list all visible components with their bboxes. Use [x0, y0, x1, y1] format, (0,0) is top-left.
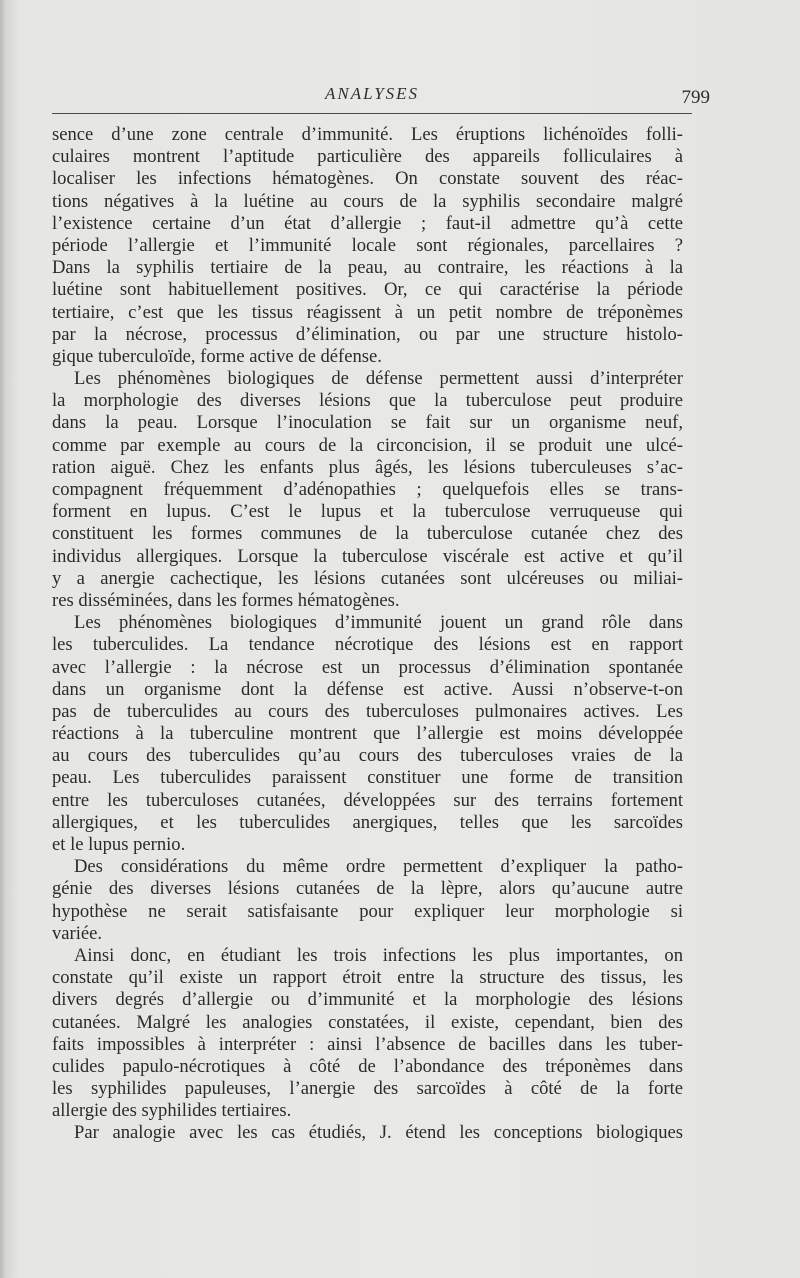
body-text [52, 124, 683, 1145]
header-rule [52, 113, 692, 114]
text-line: allergie des syphilides tertiaires. [52, 1100, 292, 1122]
text-line: tions négatives à la luétine au cours de la syphilis secondaire malgré [52, 190, 683, 212]
text-line: les syphilides papuleuses, l’anergie des sarcoïdes à côté de la forte [52, 1078, 683, 1100]
text-line: compagnent fréquemment d’adénopathies ; quelquefois elles se trans- [52, 479, 683, 500]
text-line: tertiaire, c’est que les tissus réagissent à un petit nombre de tréponèmes [52, 301, 683, 323]
text-line: Les phénomènes biologiques d’immunité jouent un grand rôle dans [74, 612, 683, 634]
text-line: culaires montrent l’aptitude particulière des appareils folliculaires à [52, 146, 683, 168]
text-line: par la nécrose, processus d’élimination, ou par une structure histolo- [52, 323, 683, 345]
text-line: dans la peau. Lorsque l’inoculation se fait sur un organisme neuf, [52, 412, 683, 434]
text-line: avec l’allergie : la nécrose est un processus d’élimination spontanée [52, 656, 683, 678]
text-line: y a anergie cachectique, les lésions cutanées sont ulcéreuses ou miliai- [52, 567, 683, 589]
text-line: dans un organisme dont la défense est active. Aussi n’observe-t-on [52, 678, 683, 700]
text-line: constituent les formes communes de la tuberculose cutanée chez des [52, 523, 683, 545]
text-line: période l’allergie et l’immunité locale sont régionales, parcellaires ? [52, 234, 683, 256]
text-line: peau. Les tuberculides paraissent constituer une forme de transition [52, 767, 683, 789]
text-line: Ainsi donc, en étudiant les trois infections les plus importantes, on [74, 944, 683, 966]
text-line: res disséminées, dans les formes hématogènes. [52, 589, 400, 611]
text-line: ration aiguë. Chez les enfants plus âgés, les lésions tuberculeuses s’ac- [52, 456, 683, 478]
running-title: ANALYSES [324, 84, 420, 103]
text-line: entre les tuberculoses cutanées, développées sur des terrains fortement [52, 789, 683, 811]
text-line: Par analogie avec les cas étudiés, J. étend les conceptions biologiques [74, 1122, 683, 1144]
text-line: la morphologie des diverses lésions que la tuberculose peut produire [52, 390, 683, 412]
page-header [52, 84, 710, 112]
text-line: sence d’une zone centrale d’immunité. Les éruptions lichénoïdes folli- [52, 124, 683, 145]
text-line: Les phénomènes biologiques de défense permettent aussi d’interpréter [74, 368, 683, 390]
text-line: divers degrés d’allergie ou d’immunité et la morphologie des lésions [52, 989, 683, 1011]
text-line: pas de tuberculides au cours des tuberculoses pulmonaires actives. Les [52, 700, 683, 722]
text-line: et le lupus pernio. [52, 834, 186, 855]
text-line: cutanées. Malgré les analogies constatées, il existe, cependant, bien des [52, 1011, 683, 1033]
text-line: Des considérations du même ordre permettent d’expliquer la patho- [74, 856, 683, 878]
text-line: luétine sont habituellement positives. Or, ce qui caractérise la période [52, 279, 683, 301]
text-line: les tuberculides. La tendance nécrotique des lésions est en rapport [52, 634, 683, 656]
text-line: faits impossibles à interpréter : ainsi l’absence de bacilles dans les tuber- [52, 1033, 683, 1055]
text-line: localiser les infections hématogènes. On constate souvent des réac- [52, 168, 683, 190]
text-line: individus allergiques. Lorsque la tuberculose viscérale est active et qu’il [52, 545, 683, 567]
text-line: variée. [52, 922, 103, 944]
text-line: constate qu’il existe un rapport étroit entre la structure des tissus, les [52, 967, 683, 989]
text-line: comme par exemple au cours de la circoncision, il se produit une ulcé- [52, 434, 683, 456]
page-number: 799 [681, 87, 710, 108]
text-line: allergiques, et les tuberculides anergiques, telles que les sarcoïdes [52, 811, 683, 833]
text-line: forment en lupus. C’est le lupus et la tuberculose verruqueuse qui [52, 501, 683, 523]
text-line: hypothèse ne serait satisfaisante pour expliquer leur morphologie si [52, 900, 683, 922]
text-line: réactions à la tuberculine montrent que l’allergie est moins développée [52, 723, 683, 745]
text-line: culides papulo-nécrotiques à côté de l’abondance des tréponèmes dans [52, 1055, 683, 1077]
text-line: génie des diverses lésions cutanées de la lèpre, alors qu’aucune autre [52, 878, 683, 900]
text-line: Dans la syphilis tertiaire de la peau, au contraire, les réactions à la [52, 257, 683, 279]
text-line: gique tuberculoïde, forme active de défense. [52, 345, 382, 367]
text-line: au cours des tuberculides qu’au cours des tuberculoses vraies de la [52, 745, 683, 767]
text-line: l’existence certaine d’un état d’allergie ; faut-il admettre qu’à cette [52, 212, 683, 234]
